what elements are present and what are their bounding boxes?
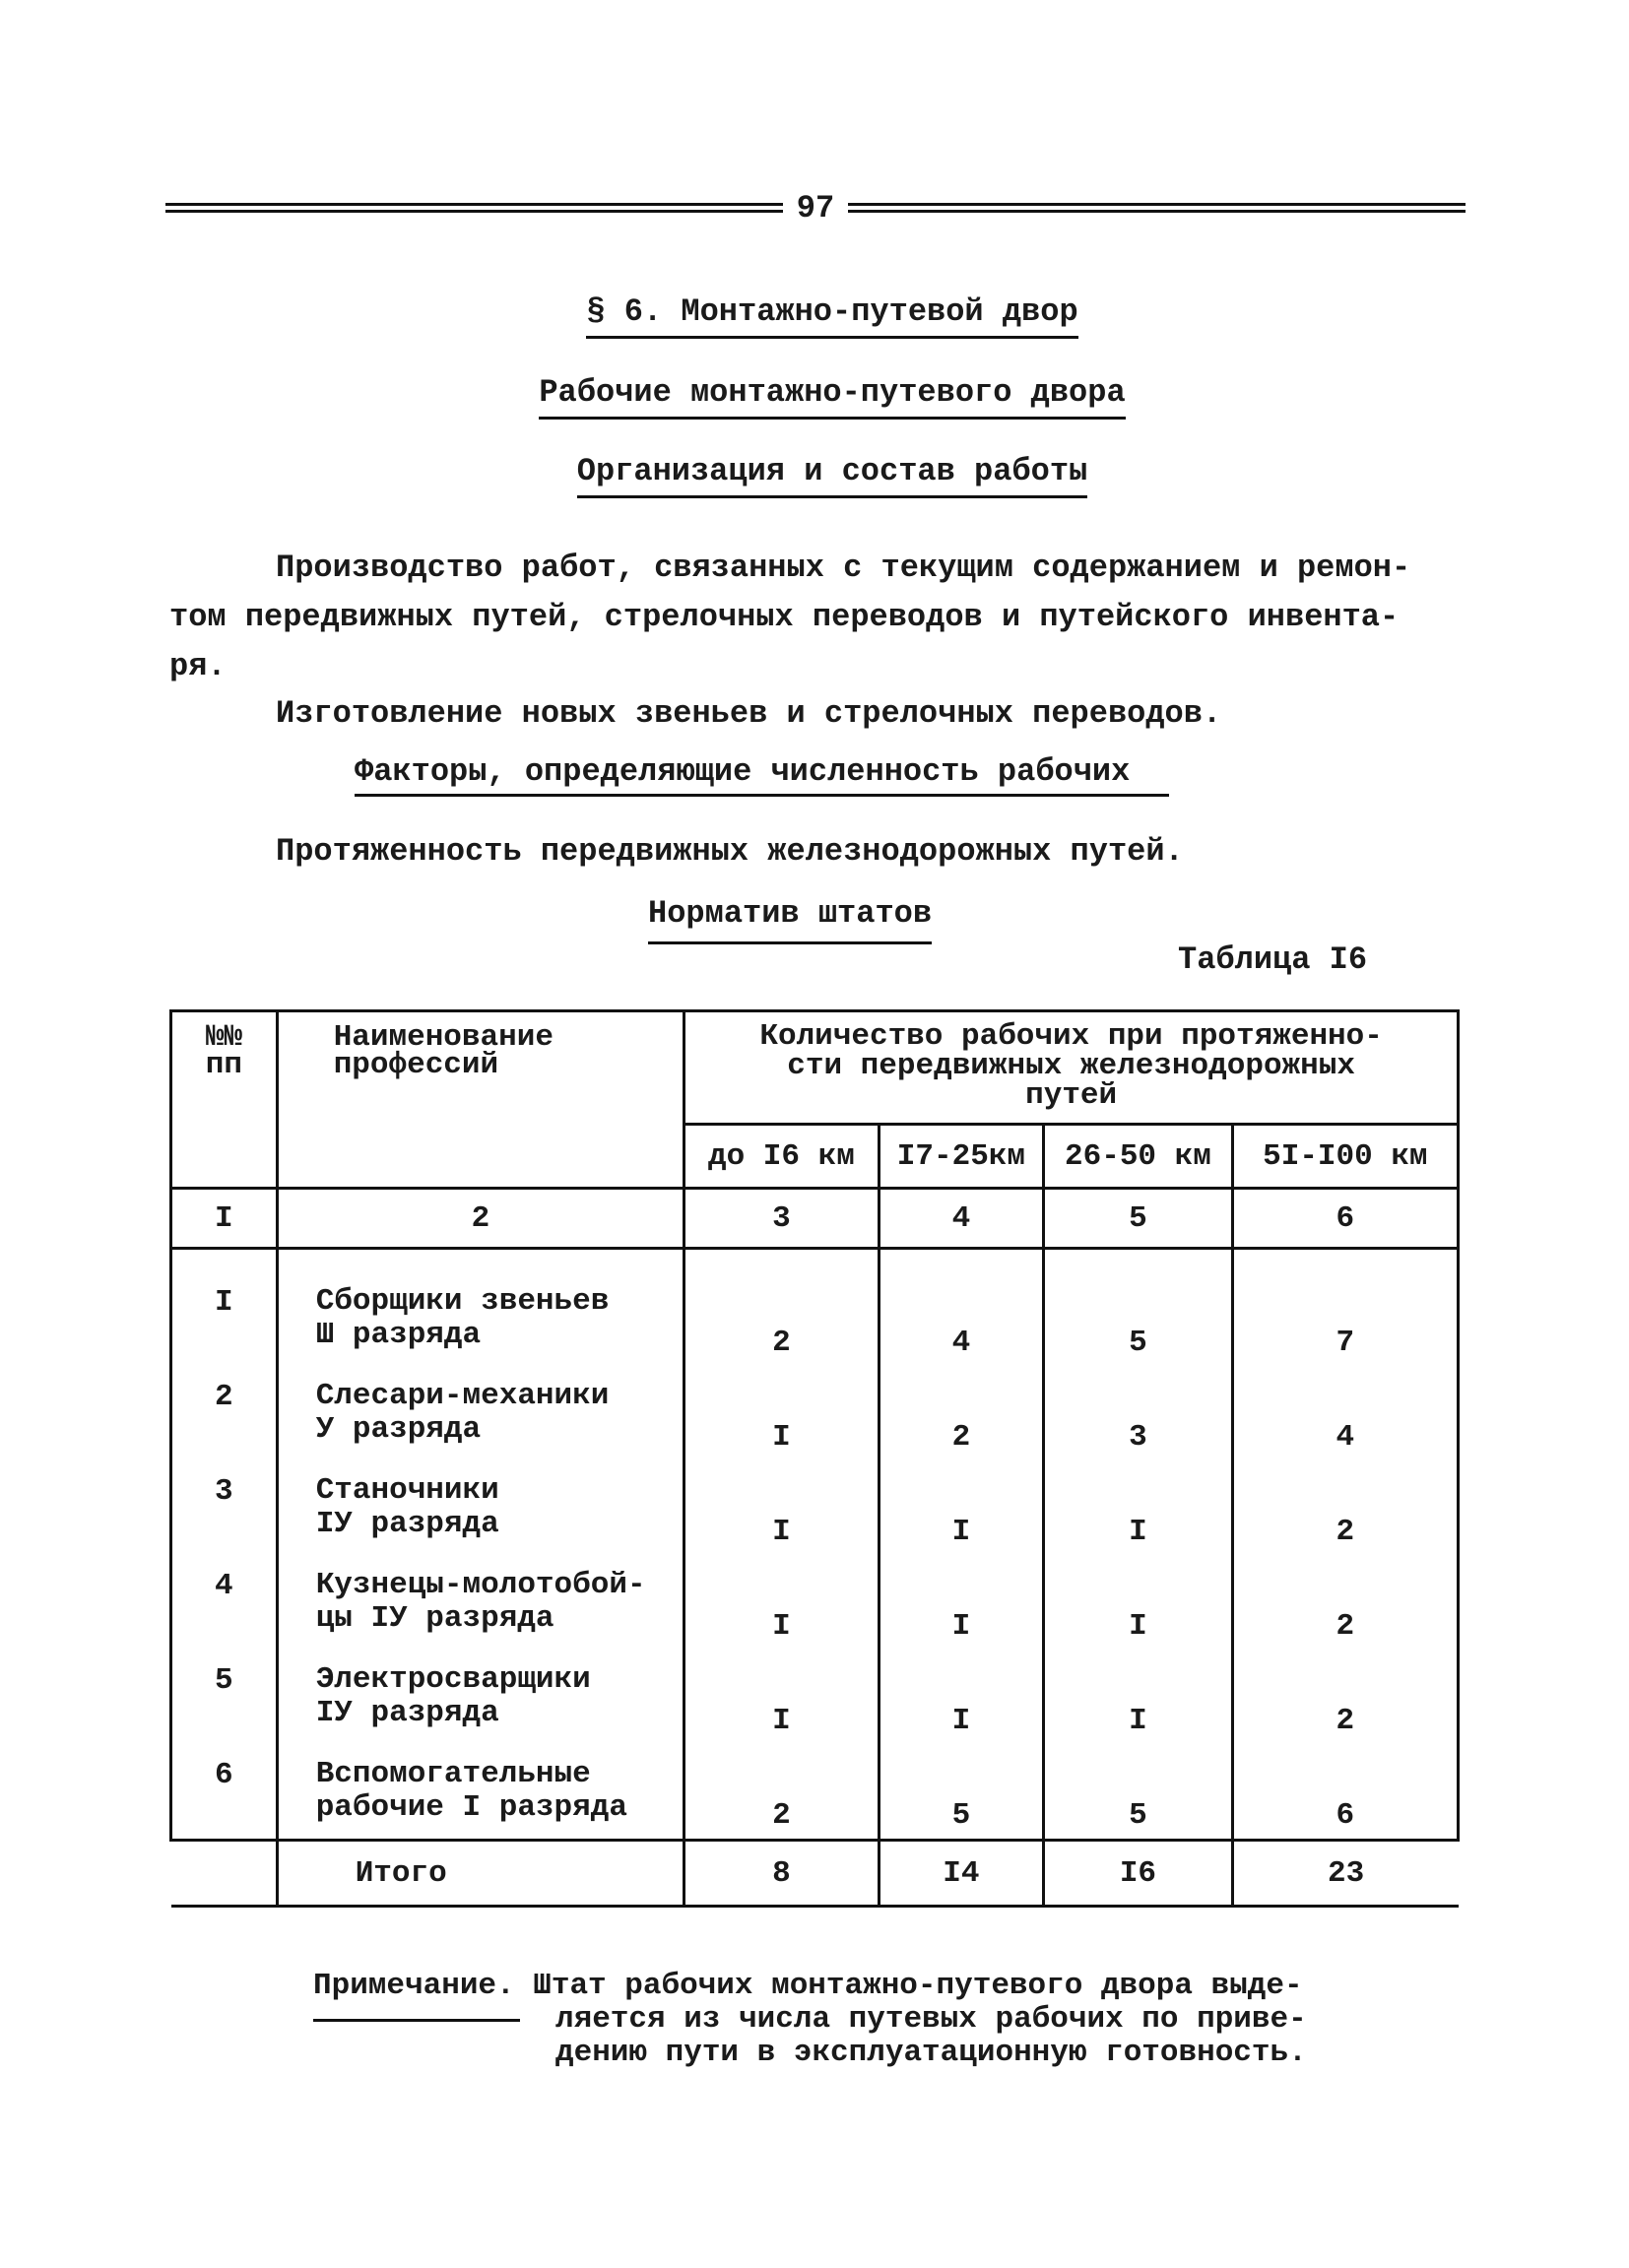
name-column-inner bbox=[279, 1250, 684, 1839]
row-number: 4 bbox=[215, 1569, 233, 1603]
note-line-1-wrap bbox=[313, 1970, 1307, 2003]
range-header: 5I-I00 км bbox=[1232, 1125, 1458, 1189]
index-cell: 3 bbox=[684, 1189, 879, 1249]
paragraph-2: Изготовление новых звеньев и стрелочных переводов. bbox=[276, 695, 1222, 732]
value-column-inner bbox=[1045, 1250, 1230, 1839]
staff-count: 4 bbox=[951, 1326, 971, 1360]
name-column bbox=[277, 1249, 684, 1841]
profession-name: Станочники IУ разряда bbox=[315, 1473, 499, 1541]
staff-count: I bbox=[772, 1420, 791, 1455]
profession-name: Слесари-механики У разряда bbox=[315, 1379, 610, 1447]
header-rule-right bbox=[848, 203, 1466, 213]
row-number: 5 bbox=[215, 1663, 233, 1698]
note-label: Примечание. bbox=[313, 1969, 515, 2003]
note bbox=[313, 1970, 1307, 2070]
value-column-inner bbox=[880, 1250, 1043, 1839]
paragraph-1-line-1: Производство работ, связанных с текущим содержанием и ремон- bbox=[276, 550, 1411, 586]
table-header-row bbox=[171, 1011, 1459, 1125]
staff-count: 2 bbox=[1336, 1609, 1355, 1644]
note-line-3: дению пути в эксплуатационную готовность. bbox=[555, 2036, 1307, 2070]
profession-name: Электросварщики IУ разряда bbox=[315, 1662, 591, 1730]
col-name-header: Наименование профессий bbox=[277, 1011, 684, 1189]
total-label: Итого bbox=[277, 1841, 684, 1907]
col-group-header: Количество рабочих при протяженно- сти передвижных железнодорожных путей bbox=[684, 1011, 1459, 1125]
staff-count: 6 bbox=[1336, 1798, 1355, 1833]
value-column bbox=[879, 1249, 1044, 1841]
header-rule-left bbox=[165, 203, 783, 213]
staff-count: I bbox=[951, 1515, 971, 1549]
paragraph-1-line-2: том передвижных путей, стрелочных переводов и путейского инвента- bbox=[169, 599, 1400, 635]
page-number: 97 bbox=[796, 189, 835, 227]
section-title: § 6. Монтажно-путевой двор bbox=[18, 293, 1629, 339]
value-column-inner bbox=[685, 1250, 877, 1839]
num-column-inner bbox=[172, 1250, 276, 1839]
page-header bbox=[165, 189, 1466, 227]
subtitle-workers: Рабочие монтажно-путевого двора bbox=[18, 374, 1629, 420]
staff-count: I bbox=[1129, 1515, 1147, 1549]
index-cell: I bbox=[171, 1189, 278, 1249]
staff-count: 5 bbox=[1129, 1326, 1147, 1360]
factors-heading: Факторы, определяющие численность рабочих bbox=[355, 750, 1169, 797]
value-column bbox=[684, 1249, 879, 1841]
note-underline bbox=[313, 2019, 520, 2022]
total-value: 23 bbox=[1232, 1841, 1458, 1907]
note-line-2: ляется из числа путевых рабочих по приве- bbox=[555, 2002, 1307, 2037]
range-header: 26-50 км bbox=[1044, 1125, 1232, 1189]
staff-table bbox=[169, 1009, 1460, 1908]
total-empty-cell bbox=[171, 1841, 278, 1907]
value-column bbox=[1044, 1249, 1232, 1841]
staff-count: I bbox=[951, 1609, 971, 1644]
total-value: 8 bbox=[684, 1841, 879, 1907]
staff-count: 2 bbox=[1336, 1704, 1355, 1738]
staff-count: I bbox=[772, 1515, 791, 1549]
staff-count: I bbox=[951, 1704, 971, 1738]
index-cell: 2 bbox=[277, 1189, 684, 1249]
staff-count: I bbox=[1129, 1609, 1147, 1644]
staff-count: I bbox=[1129, 1704, 1147, 1738]
staff-count: I bbox=[772, 1704, 791, 1738]
num-column bbox=[171, 1249, 278, 1841]
staff-count: 3 bbox=[1129, 1420, 1147, 1455]
table-body bbox=[171, 1249, 1459, 1841]
row-number: 2 bbox=[215, 1380, 233, 1414]
index-cell: 5 bbox=[1044, 1189, 1232, 1249]
index-cell: 4 bbox=[879, 1189, 1044, 1249]
total-value: I4 bbox=[879, 1841, 1044, 1907]
staff-count: 2 bbox=[772, 1326, 791, 1360]
staff-count: 2 bbox=[951, 1420, 971, 1455]
staff-count: 4 bbox=[1336, 1420, 1355, 1455]
col-num-header: №№ пп bbox=[171, 1011, 278, 1189]
index-cell: 6 bbox=[1232, 1189, 1458, 1249]
paragraph-1-line-3: ря. bbox=[169, 648, 227, 684]
column-index-row bbox=[171, 1189, 1459, 1249]
norm-heading: Норматив штатов bbox=[648, 892, 932, 944]
row-number: 3 bbox=[215, 1474, 233, 1509]
total-value: I6 bbox=[1044, 1841, 1232, 1907]
profession-name: Сборщики звеньев Ш разряда bbox=[315, 1284, 610, 1352]
row-number: I bbox=[215, 1285, 233, 1320]
staff-count: 2 bbox=[772, 1798, 791, 1833]
table-label: Таблица I6 bbox=[1178, 941, 1368, 978]
value-column-inner bbox=[1234, 1250, 1457, 1839]
profession-name: Кузнецы-молотобой- цы IУ разряда bbox=[315, 1568, 646, 1636]
total-row bbox=[171, 1841, 1459, 1907]
value-column bbox=[1232, 1249, 1458, 1841]
staff-count: 7 bbox=[1336, 1326, 1355, 1360]
staff-count: 5 bbox=[1129, 1798, 1147, 1833]
range-header: до I6 км bbox=[684, 1125, 879, 1189]
staff-count: 2 bbox=[1336, 1515, 1355, 1549]
profession-name: Вспомогательные рабочие I разряда bbox=[315, 1757, 627, 1825]
range-header: I7-25км bbox=[879, 1125, 1044, 1189]
note-line-1: Штат рабочих монтажно-путевого двора выде- bbox=[533, 1969, 1303, 2003]
staff-count: 5 bbox=[951, 1798, 971, 1833]
factors-text: Протяженность передвижных железнодорожных путей. bbox=[276, 833, 1184, 870]
row-number: 6 bbox=[215, 1758, 233, 1792]
subtitle-organization: Организация и состав работы bbox=[18, 453, 1629, 498]
staff-count: I bbox=[772, 1609, 791, 1644]
